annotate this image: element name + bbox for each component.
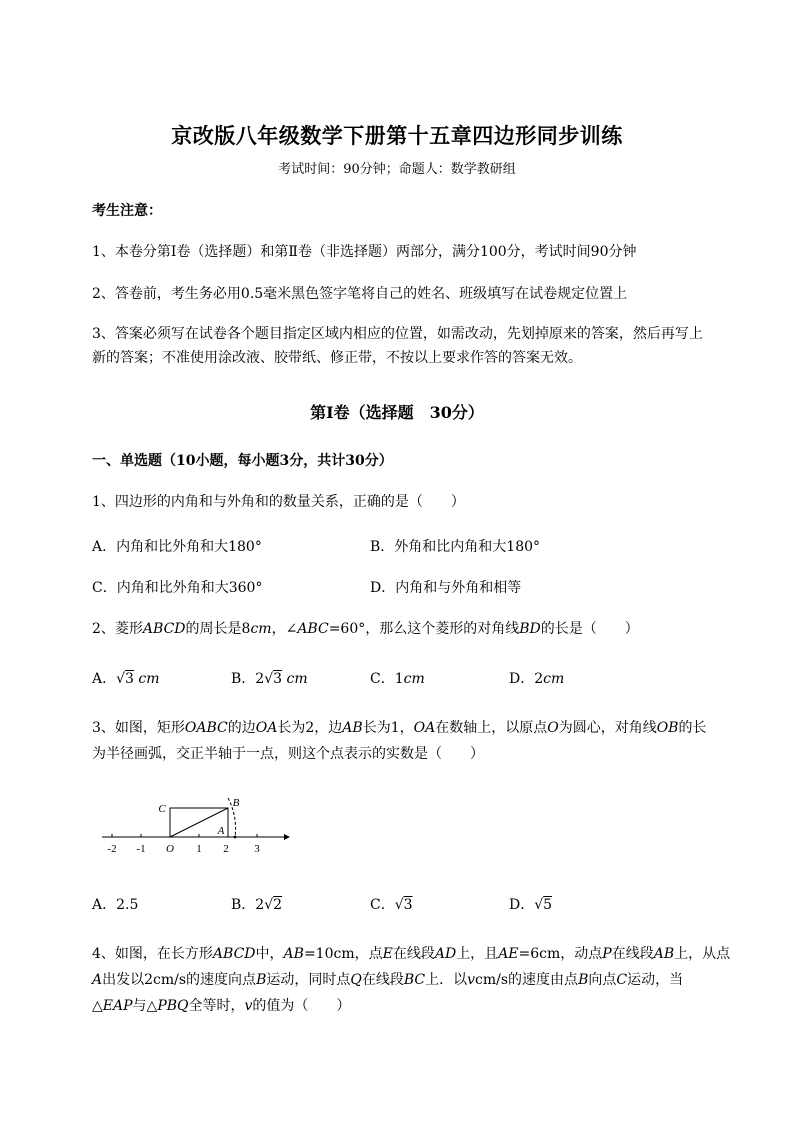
page-title: 京改版八年级数学下册第十五章四边形同步训练: [171, 123, 623, 148]
question-2-option-b: B．2√3 cm: [231, 671, 308, 687]
sqrt-symbol: √: [116, 671, 126, 687]
note-item-2: 2、答卷前，考生务必用0.5毫米黑色签字笔将自己的姓名、班级填写在试卷规定位置上: [92, 286, 628, 302]
number-line-rectangle-figure: [100, 792, 290, 862]
exam-info: 考试时间：90分钟；命题人：数学教研组: [278, 162, 516, 177]
tick-label: 3: [254, 843, 260, 855]
note-item-1: 1、本卷分第I卷（选择题）和第Ⅱ卷（非选择题）两部分，满分100分，考试时间90分钟: [92, 244, 637, 260]
tick-label: 2: [223, 843, 229, 855]
question-4-stem-line-1: 4、如图，在长方形ABCD中，AB=10cm，点E在线段AD上，且AE=6cm，动点P在线段AB上，从点: [92, 946, 731, 962]
axis-arrow: [284, 834, 290, 840]
point-label-b: B: [232, 797, 240, 809]
question-4-stem-line-2: A出发以2cm/s的速度向点B运动，同时点Q在线段BC上．以vcm/s的速度由点B向点C运动，当: [92, 972, 684, 988]
tick-label: -2: [107, 843, 117, 855]
question-2-option-a: A．√3 cm: [92, 671, 160, 687]
question-2-option-c: C．1cm: [370, 671, 425, 687]
tick-label-origin: O: [166, 843, 174, 855]
part-title: 一、单选题（10小题，每小题3分，共计30分）: [92, 453, 393, 469]
question-3-stem-line-1: 3、如图，矩形OABC的边OA长为2，边AB长为1，OA在数轴上，以原点O为圆心，对角线OB的长: [92, 720, 707, 736]
question-1-option-a: A．内角和比外角和大180°: [92, 539, 262, 555]
section-title: 第I卷（选择题 30分）: [310, 403, 484, 422]
question-1-option-c: C．内角和比外角和大360°: [92, 580, 263, 596]
notes-heading: 考生注意：: [92, 203, 162, 219]
question-3-option-c: C．√3: [370, 897, 413, 913]
tick-label: -1: [136, 843, 146, 855]
question-2-stem: 2、菱形ABCD的周长是8cm，∠ABC=60°，那么这个菱形的对角线BD的长是（ ）: [92, 621, 639, 637]
tick-label: 1: [196, 843, 202, 855]
question-4-stem-line-3: △EAP与△PBQ全等时，v的值为（ ）: [92, 998, 351, 1014]
arc-intersection-point: [234, 836, 237, 839]
point-label-c: C: [158, 803, 166, 815]
sqrt-symbol: √: [264, 897, 274, 913]
question-3-option-d: D．√5: [509, 897, 553, 913]
sqrt-symbol: √: [534, 897, 544, 913]
point-label-a: A: [217, 825, 225, 837]
question-1-stem: 1、四边形的内角和与外角和的数量关系，正确的是（ ）: [92, 494, 465, 510]
sqrt-symbol: √: [394, 897, 404, 913]
question-2-option-d: D．2cm: [509, 671, 565, 687]
question-3-option-a: A．2.5: [92, 897, 139, 913]
question-3-stem-line-2: 为半径画弧，交正半轴于一点，则这个点表示的实数是（ ）: [92, 746, 484, 762]
question-1-option-b: B．外角和比内角和大180°: [370, 539, 541, 555]
sqrt-symbol: √: [264, 671, 274, 687]
question-1-option-d: D．内角和与外角和相等: [370, 580, 522, 596]
question-3-option-b: B．2√2: [231, 897, 283, 913]
note-item-3: 3、答案必须写在试卷各个题目指定区域内相应的位置，如需改动，先划掉原来的答案，然后再写上新的答案；不准使用涂改液、胶带纸、修正带，不按以上要求作答的答案无效。: [92, 326, 703, 366]
